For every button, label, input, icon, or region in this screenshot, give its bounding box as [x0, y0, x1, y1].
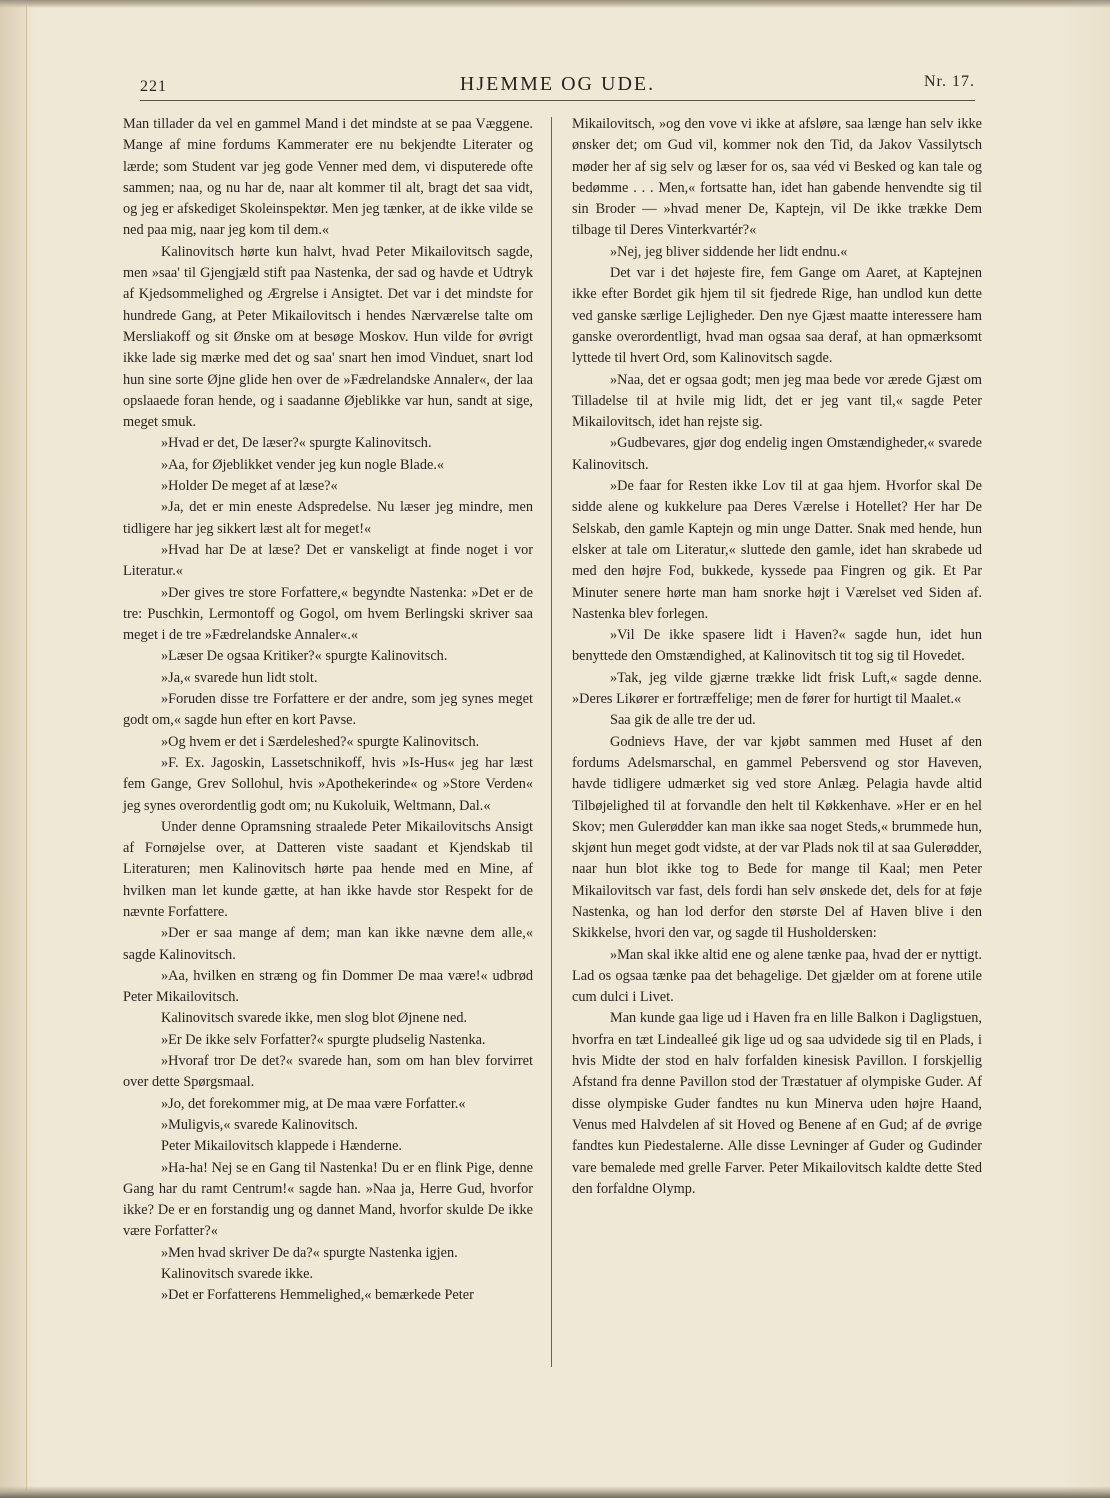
paragraph: Kalinovitsch svarede ikke.: [161, 1266, 314, 1283]
paragraph: »Nej, jeg bliver siddende her lidt endnu.«: [610, 243, 848, 260]
paragraph: »F. Ex. Jagoskin, Lassetschnikoff, hvis »Is-Hus« jeg har læst fem Gange, Grev Sollohul, hvis »Apothekerinde« og »Store Verden« jeg synes overordentlig godt om; nu Kukoluik, Weltmann, Dal.«: [123, 754, 533, 814]
paragraph: »Det er Forfatterens Hemmelighed,« bemærkede Peter: [161, 1287, 474, 1304]
paragraph: Saa gik de alle tre der ud.: [610, 712, 756, 729]
issue-number: Nr. 17.: [924, 73, 975, 90]
paragraph: Godnievs Have, der var kjøbt sammen med Huset af den fordums Adelsmarschal, en gammel Pebersvend og stor Haveven, havde tidligere udmærket sig ved store Anlæg. Pelagia havde altid Tilbøjelighed til at forvandle den helt til Køkkenhave. »Her er en hel Skov; men Gulerødder kan man ikke saa noget Steds,« brummede hun, skjønt hun meget godt vidste, at der var Plads nok til at saa Gulerødder, naar hun blot ikke tog to Bede for mange til Kaal; men Peter Mikailovitsch var fast, dels fordi han selv ønskede det, dels for at føje Nastenka, og han lod derfor den største Del af Haven blive i den Skikkelse, hvori den var, og sagde til Husholdersken:: [572, 733, 982, 942]
paragraph: Man tillader da vel en gammel Mand i det mindste at se paa Væggene. Mange af mine fordums Kammerater ere nu bekjendte Literater og lærde; som Student var jeg gode Venner med dem, vi disputerede ofte sammen; naa, og nu har de, naar alt kommer til alt, bragt det saa vidt, og jeg er afskediget Skoleinspektør. Men jeg tænker, at de ikke vilde se ned paa mig, naar jeg kom til dem.«: [123, 116, 533, 239]
paragraph: »Muligvis,« svarede Kalinovitsch.: [161, 1116, 358, 1133]
bottom-edge: [0, 1486, 1110, 1498]
column-divider: [551, 117, 552, 1367]
paragraph: »Foruden disse tre Forfattere er der andre, som jeg synes meget godt om,« sagde hun efter en kort Pavse.: [123, 691, 533, 729]
paragraph: »Tak, jeg vilde gjærne trække lidt frisk Luft,« sagde denne. »Deres Likører er fortræffelige; men de fører for hurtigt til Maalet.«: [572, 669, 982, 708]
paragraph: Kalinovitsch hørte kun halvt, hvad Peter Mikailovitsch sagde, men »saa' til Gjengjæld stift paa Nastenka, der sad og havde et Udtryk af Kjedsommelighed og Ærgrelse i Ansigtet. Det var i det mindste for hundrede Gang, at Peter Mikailovitsch i hendes Nærværelse talte om Mersliakoff og sit Ønske om at besøge Moskov. Hun vilde for øvrigt ikke lade sig mærke med det og saa' snart hen imod Vinduet, snart lod hun sine sorte Øjne glide hen over de »Fædrelandske Annaler«, der laa opslaaede foran hende, og i saadanne Øjeblikke var hun, sandt at sige, meget smuk.: [123, 243, 533, 431]
top-edge: [0, 0, 1110, 8]
page-number: 221: [140, 78, 167, 95]
paragraph: »Aa, hvilken en stræng og fin Dommer De maa være!« udbrød Peter Mikailovitsch.: [123, 967, 533, 1006]
paragraph: »Ja,« svarede hun lidt stolt.: [161, 669, 318, 686]
paragraph: »Jo, det forekommer mig, at De maa være Forfatter.«: [161, 1095, 466, 1112]
paragraph: Under denne Opramsning straalede Peter Mikailovitschs Ansigt af Fornøjelse over, at Datteren viste saadant et Kjendskab til Literaturen; men Kalinovitsch hørte paa hende med en Mine, af hvilken man let kunde gætte, at han ikke havde stor Respekt for de nævnte Forfattere.: [123, 818, 533, 920]
paragraph: »Ja, det er min eneste Adspredelse. Nu læser jeg mindre, men tidligere har jeg sikkert læst alt for meget!«: [123, 499, 533, 537]
paragraph: »Aa, for Øjeblikket vender jeg kun nogle Blade.«: [161, 456, 445, 473]
page-header: [140, 70, 975, 101]
paragraph: »Hvad er det, De læser?« spurgte Kalinovitsch.: [161, 435, 432, 452]
paragraph: Peter Mikailovitsch klappede i Hænderne.: [161, 1138, 403, 1155]
page-title: HJEMME OG UDE.: [459, 73, 656, 95]
paragraph: »Holder De meget af at læse?«: [161, 478, 338, 495]
right-column: [572, 114, 982, 1374]
binding-edge: [0, 0, 27, 1498]
paragraph: »Hvad har De at læse? Det er vanskeligt at finde noget i vor Literatur.«: [123, 541, 533, 580]
paragraph: »Gudbevares, gjør dog endelig ingen Omstændigheder,« svarede Kalinovitsch.: [572, 435, 982, 473]
paragraph: »Er De ikke selv Forfatter?« spurgte pludselig Nastenka.: [161, 1031, 486, 1048]
paragraph: »Ha-ha! Nej se en Gang til Nastenka! Du er en flink Pige, denne Gang har du ramt Centrum!« sagde han. »Naa ja, Herre Gud, hvorfor ikke? De er en forstandig ung og dannet Mand, hvorfor skulde De ikke være Forfatter?«: [123, 1159, 533, 1240]
paragraph: »Hvoraf tror De det?« svarede han, som om han blev forvirret over dette Spørgsmaal.: [123, 1053, 533, 1091]
paragraph: Det var i det højeste fire, fem Gange om Aaret, at Kaptejnen ikke efter Bordet gik hjem til sit fjedrede Rige, han undlod kun dette ved ganske særlige Lejligheder. Den nye Gjæst maatte interessere ham ganske overordentligt, hvad man ogsaa saa deraf, at han opmærksomt lyttede til hvert Ord, som Kalinovitsch sagde.: [572, 265, 982, 367]
paragraph: »Der gives tre store Forfattere,« begyndte Nastenka: »Det er de tre: Puschkin, Lermontoff og Gogol, om hvem Berlingski skriver saa meget i de tre »Fædrelandske Annaler«.«: [123, 584, 533, 644]
left-column: [123, 114, 533, 1374]
paragraph: »De faar for Resten ikke Lov til at gaa hjem. Hvorfor skal De sidde alene og kukkelure paa Deres Værelse i Hotellet? Her har De Selskab, den gamle Kaptejn og min unge Datter. Snak med hende, hun elsker at tale om Literatur,« sluttede den gamle, idet han skrabede ud med den højre Fod, bukkede, kyssede paa Fingren og gik. Et Par Minuter senere hørte man ham snorke højt i Værelset ved Siden af. Nastenka blev forlegen.: [572, 478, 982, 622]
paragraph: Mikailovitsch, »og den vove vi ikke at afsløre, saa længe han selv ikke ønsker det; om Gud vil, kommer nok den Tid, da Jakov Vassilytsch møder her af sig selv og læser for os, saa véd vi Besked og kan tale og bedømme . . . Men,« fortsatte han, idet han gabende henvendte sig til sin Broder — »hvad mener De, Kaptejn, vil De ikke trække Dem tilbage til Deres Vinterkvartér?«: [572, 116, 982, 239]
paragraph: »Læser De ogsaa Kritiker?« spurgte Kalinovitsch.: [161, 648, 448, 665]
paragraph: Man kunde gaa lige ud i Haven fra en lille Balkon i Dagligstuen, hvorfra en tæt Lindealleé gik lige ud og saa udvidede sig til en Plads, i hvis Midte der stod en halv forfalden kinesisk Pavillon. I forskjellig Afstand fra denne Pavillon stod der Træstatuer af olympiske Guder. Af disse olympiske Guder fandtes nu kun Minerva uden højre Haand, Venus med Halvdelen af sit Hoved og Benene af en Gud; af de øvrige fandtes kun Piedestalerne. Alle disse Levninger af Guder og Gudinder vare bemalede med grelle Farver. Peter Mikailovitsch kaldte dette Sted den forfaldne Olymp.: [572, 1010, 982, 1197]
paragraph: »Man skal ikke altid ene og alene tænke paa, hvad der er nyttigt. Lad os ogsaa tænke paa det behagelige. Det gjælder om at forene utile cum dulci i Livet.: [572, 946, 982, 1006]
paragraph: Kalinovitsch svarede ikke, men slog blot Øjnene ned.: [161, 1010, 468, 1027]
paragraph: »Naa, det er ogsaa godt; men jeg maa bede vor ærede Gjæst om Tilladelse til at hvile mig lidt, det er jeg vant til,« sagde Peter Mikailovitsch, idet han rejste sig.: [572, 371, 982, 431]
paragraph: »Men hvad skriver De da?« spurgte Nastenka igjen.: [161, 1244, 458, 1261]
paragraph: »Der er saa mange af dem; man kan ikke nævne dem alle,« sagde Kalinovitsch.: [123, 925, 533, 963]
paragraph: »Vil De ikke spasere lidt i Haven?« sagde hun, idet hun benyttede den Omstændighed, at Kalinovitsch tit tog sig til Hovedet.: [572, 627, 982, 665]
paragraph: »Og hvem er det i Særdeleshed?« spurgte Kalinovitsch.: [161, 733, 480, 750]
